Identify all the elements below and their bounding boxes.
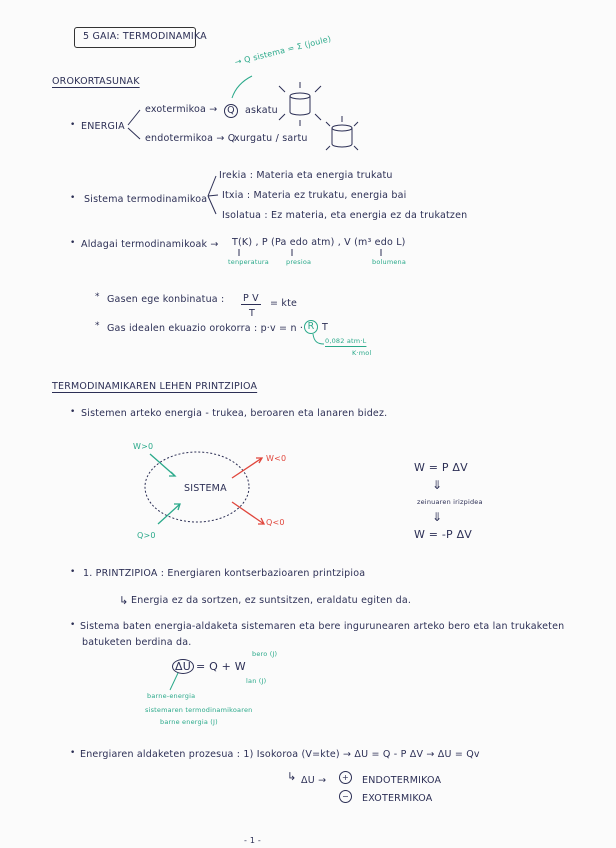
isolated-system: Isolatua : Ez materia, eta energia ez da trukatzen [222,210,468,221]
law2-tail: T [322,322,329,333]
r-circled: R [304,320,318,334]
fork-upper-line [128,110,140,125]
work-eq2: W = -P ΔV [414,528,473,541]
variables-text: T(K) , P (Pa edo atm) , V (m³ edo L) [232,237,406,248]
first-law-equation: = Q + W [196,660,246,673]
bullet: • [70,620,76,630]
bracket-top [208,176,216,196]
endothermic-label: ENDOTERMIKOA [362,775,442,786]
q-positive: Q>0 [137,531,156,540]
minus-circled: − [339,790,352,803]
heat-out-arrow [232,502,264,524]
pressure-note: presioa [286,258,312,266]
endothermic-cylinder-icon [326,116,358,150]
law1-numerator: P V [243,293,259,304]
work-out-arrow [232,458,262,478]
internal-energy-note3: barne energia (J) [160,718,218,726]
ideal-gas-law: Gas idealen ekuazio orokorra : p·v = n · [107,323,304,334]
bullet: • [70,567,76,577]
exothermic-label: EXOTERMIKOA [362,793,433,804]
work-eq1: W = P ΔV [414,461,468,474]
isochoric-process: Energiaren aldaketen prozesua : 1) Isokoroa (V=kte) → ΔU = Q - P ΔV → ΔU = Qv [80,749,480,760]
energy-exchange-intro: Sistemen arteko energia - trukea, beroaren eta lanaren bidez. [81,408,388,419]
bullet: • [70,120,76,130]
combined-gas-law: Gasen ege konbinatua : [107,294,225,305]
endothermic-branch: endotermikoa → Q [145,133,236,144]
first-principle: 1. PRINTZIPIOA : Energiaren kontserbazioaren printzipioa [83,568,366,579]
closed-system: Itxia : Materia ez trukatu, energia bai [222,190,407,201]
energy-change-line1: Sistema baten energia-aldaketa sistemaren eta bere ingurunearen arteko bero eta lan trukaketen [80,621,565,632]
delta-u-result: ΔU → [301,775,327,786]
energy-label: ENERGIA [81,121,125,132]
w-negative: W<0 [266,454,287,463]
volume-note: bolumena [372,258,407,266]
bullet: • [70,238,76,248]
q-system-note: → Q sistema = Σ (joule) [233,34,333,67]
plus-circled: + [339,771,352,784]
bullet: • [70,193,76,203]
sign-criterion-note: zeinuaren irizpidea [417,498,483,506]
bracket-middle [208,195,218,196]
page-number: - 1 - [244,836,261,845]
work-arrow2: ⇓ [432,510,443,524]
law1-tail: = kte [270,298,298,309]
page-title: 5 GAIA: TERMODINAMIKA [83,31,207,42]
w-positive: W>0 [133,442,154,451]
first-principle-sub: Energia ez da sortzen, ez suntsitzen, eraldatu egiten da. [131,595,412,606]
temperature-note: tenperatura [228,258,269,266]
energy-change-line2: batuketen berdina da. [82,637,192,648]
variables-label: Aldagai termodinamikoak → [81,239,219,250]
work-arrow1: ⇓ [432,478,443,492]
heat-in-arrow [158,504,180,524]
bullet: • [70,407,76,417]
section-heading-first-law: TERMODINAMIKAREN LEHEN PRINTZIPIOA [52,381,258,392]
bracket-bottom [208,196,216,214]
endothermic-tail: xurgatu / sartu [234,133,308,144]
principle-arrow: ↳ [119,594,129,607]
heat-note: bero (J) [252,650,278,658]
work-note: lan (J) [246,677,267,685]
bullet: • [70,748,76,758]
sub-arrow: ↳ [287,770,297,783]
internal-energy-note2: sistemaren termodinamikoaren [145,706,253,714]
section-heading-orokortasunak: OROKORTASUNAK [52,76,140,87]
fork-lower-line [128,128,140,139]
r-value-bottom: K·mol [352,349,372,357]
asterisk: * [95,292,100,302]
exothermic-tail: askatu [245,105,278,116]
exothermic-cylinder-icon [279,82,321,126]
system-diagram-center: SISTEMA [184,483,227,494]
exothermic-branch: exotermikoa → [145,104,218,115]
open-system: Irekia : Materia eta energia trukatu [219,170,393,181]
q-circled: Q [224,104,238,118]
asterisk: * [95,321,100,331]
r-value-top: 0,082 atm·L [325,337,367,345]
delta-u: ΔU [172,659,194,674]
q-negative: Q<0 [266,518,285,527]
internal-energy-note1: barne-energia [147,692,196,700]
system-label: Sistema termodinamikoa [84,194,208,205]
law1-denominator: T [249,308,256,319]
